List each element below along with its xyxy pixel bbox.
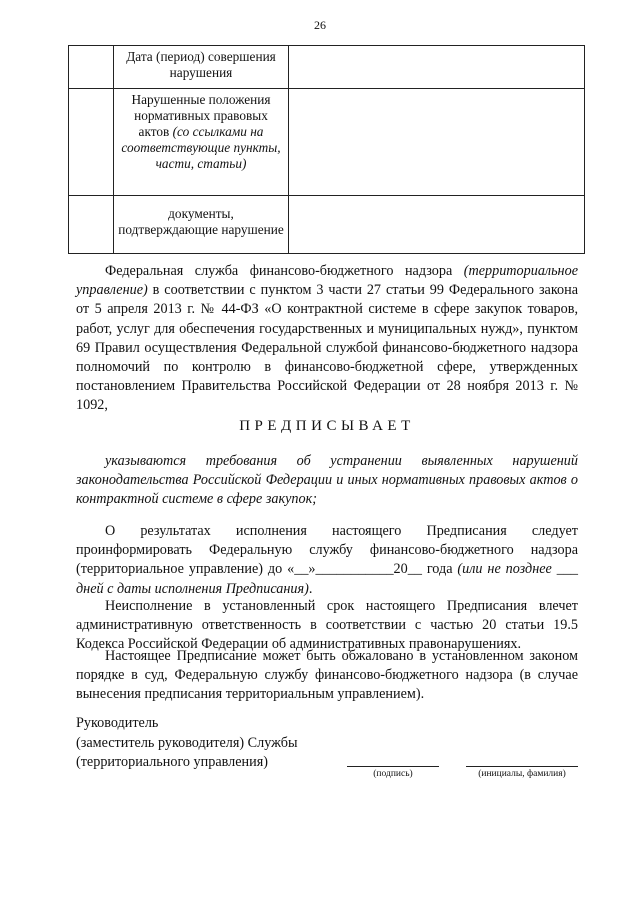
appeal-paragraph: Настоящее Предписание может быть обжаловано в установленном законом порядке в суд, Федеральную службу финансово-бюджетного надзора (в случае вынесения предписания территориальным управлением). [76, 648, 578, 703]
requirements-text: указываются требования об устранении выявленных нарушений законодательства Российской Федерации и иных нормативных правовых актов о контрактной системе в сфере закупок; [76, 453, 578, 508]
table-row [69, 89, 585, 196]
intro-text: Федеральная служба финансово-бюджетного надзора [105, 263, 453, 279]
table-row [69, 196, 585, 254]
table-label-violated-provisions [114, 89, 289, 196]
heading-prescribes: ПРЕДПИСЫВАЕТ [239, 418, 415, 434]
signature-title: Руководитель [76, 715, 159, 731]
table-value-cell [289, 46, 585, 89]
signature-block [76, 714, 298, 773]
table-value-cell [289, 89, 585, 196]
intro-italic: (территориальное управление) [76, 263, 578, 299]
report-end: . [308, 580, 313, 597]
signature-title-line3: (территориального управления) [76, 754, 268, 770]
report-paragraph [76, 522, 578, 599]
report-italic: (или не позднее ___ дней с даты исполнения Предписания) [76, 561, 579, 597]
requirements-paragraph [76, 452, 578, 510]
violation-table [68, 45, 585, 254]
report-text: О результатах исполнения настоящего Предписания следует проинформировать Федеральную службу финансово-бюджетного надзора (территориальное управление) до «__»___________20__ года [76, 523, 578, 578]
name-caption: (инициалы, фамилия) [478, 769, 566, 779]
name-line [466, 766, 578, 780]
table-label-text: Нарушенные положения нормативных правовых актов [131, 92, 271, 139]
signature-title-line2: (заместитель руководителя) Службы [76, 734, 298, 751]
signature-caption: (подпись) [373, 769, 413, 779]
page-number: 26 [314, 18, 326, 32]
table-label-text: Дата (период) совершения нарушения [126, 49, 276, 80]
table-cell-empty [69, 46, 114, 89]
table-cell-empty [69, 196, 114, 254]
table-label-date [114, 46, 289, 89]
intro-paragraph [76, 262, 578, 416]
table-label-italic: (со ссылками на соответствующие пункты, части, статьи) [121, 124, 281, 171]
intro-text-continued: в соответствии с пунктом 3 части 27 статьи 99 Федерального закона от 5 апреля 2013 г. № 44-ФЗ «О контрактной системе в сфере закупок товаров, работ, услуг для обеспечения государственных и муниципальных нужд», пунктом 69 Правил осуществления Федеральной службой финансово-бюджетного надзора полномочий по контролю в финансово-бюджетной сфере, утвержденных постановлением Правительства Российской Федерации от 28 ноября 2013 г. № 1092, [76, 282, 579, 414]
table-row [69, 46, 585, 89]
table-value-cell [289, 196, 585, 254]
table-label-documents [114, 196, 289, 254]
signature-line [347, 766, 439, 780]
table-cell-empty [69, 89, 114, 196]
table-label-text: документы, подтверждающие нарушение [118, 206, 284, 237]
penalty-paragraph: Неисполнение в установленный срок настоящего Предписания влечет административную ответственность в соответствии с частью 20 статьи 19.5 Кодекса Российской Федерации об административных правонарушениях. [76, 598, 578, 653]
